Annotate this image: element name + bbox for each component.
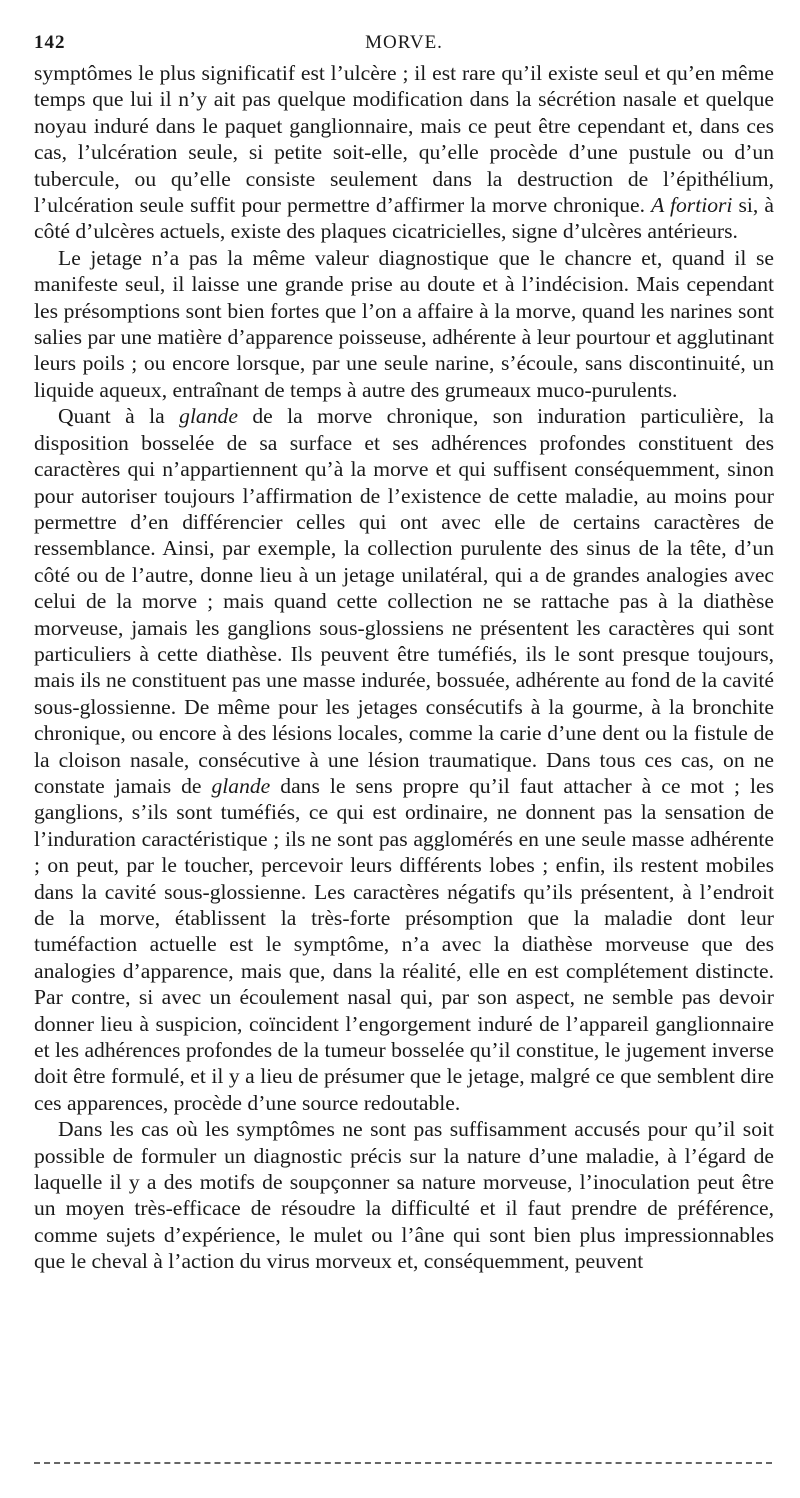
running-title: MORVE. bbox=[365, 32, 443, 53]
paragraph-glande bbox=[34, 403, 774, 1116]
italic-term: glande bbox=[211, 773, 271, 798]
paragraph-text: Dans les cas où les symptômes ne sont pas suffisamment accusés pour qu’il soit possible de formuler un diagnostic précis sur la nature d’une maladie, à l’égard de laquelle il y a des motifs de soupçonner sa nature morveuse, l’inoculation peut être un moyen très-efficace de résoudre la difficulté et il faut prendre de préférence, comme sujets d’expérience, le mulet ou l’âne qui sont bien plus impressionnables que le cheval à l’action du virus morveux et, conséquemment, peuvent bbox=[34, 1117, 774, 1274]
footer-rule bbox=[34, 1462, 772, 1464]
paragraph-text: si, à côté d’ulcères actuels, existe des plaques cicatricielles, signe d’ulcères antérieurs. bbox=[34, 193, 775, 244]
paragraph-text: dans le sens propre qu’il faut attacher à ce mot ; les ganglions, s’ils sont tuméfiés, ce qui est ordinaire, ne donnent pas la sensation de l’induration caractéristique ; ils ne sont pas agglomérés en une seule masse adhérente ; on peut, par le toucher, percevoir leurs différents lobes ; enfin, ils restent mobiles dans la cavité sous-glossienne. Les caractères négatifs qu’ils présentent, à l’endroit de la morve, établissent la très-forte présomption que la maladie dont leur tuméfaction actuelle est le symptôme, n’a avec la diathèse morveuse que des analogies d’apparence, mais que, dans la réalité, elle en est complétement distincte. Par contre, si avec un écoulement nasal qui, par son aspect, ne semble pas devoir donner lieu à suspicion, coïncident l’engorgement induré de l’appareil ganglionnaire et les adhérences profondes de la tumeur bosselée qu’il constitue, le jugement inverse doit être formulé, et il y a lieu de présumer que le jetage, malgré ce que semblent dire ces apparences, procède d’une source redoutable. bbox=[34, 773, 774, 1115]
italic-phrase: A fortiori bbox=[651, 193, 733, 218]
paragraph-inoculation bbox=[34, 1116, 774, 1274]
paragraph-ulcere bbox=[34, 60, 774, 245]
page-number: 142 bbox=[34, 32, 66, 53]
paragraph-jetage bbox=[34, 245, 774, 403]
paragraph-text: de la morve chronique, son induration particulière, la disposition bosselée de sa surface et ses adhérences profondes constituent des caractères qui n’appartiennent qu’à la morve et qui suffisent conséquemment, sinon pour autoriser toujours l’affirmation de l’existence de cette maladie, au moins pour permettre d’en différencier celles qui ont avec elle de certains caractères de ressemblance. Ainsi, par exemple, la collection purulente des sinus de la tête, d’un côté ou de l’autre, donne lieu à un jetage unilatéral, qui a de grandes analogies avec celui de la morve ; mais quand cette collection ne se rattache pas à la diathèse morveuse, jamais les ganglions sous-glossiens ne présentent les caractères qui sont particuliers à cette diathèse. Ils peuvent être tuméfiés, ils le sont presque toujours, mais ils ne constituent pas une masse indurée, bossuée, adhérente au fond de la cavité sous-glossienne. De même pour les jetages consécutifs à la gourme, à la bronchite chronique, ou encore à des lésions locales, comme la carie d’une dent ou la fistule de la cloison nasale, consécutive à une lésion traumatique. Dans tous ces cas, on ne constate jamais de bbox=[34, 404, 775, 798]
running-head bbox=[34, 28, 774, 60]
paragraph-text: symptômes le plus significatif est l’ulcère ; il est rare qu’il existe seul et qu’en même temps que lui il n’y ait pas quelque modification dans la sécrétion nasale et quelque noyau induré dans le paquet ganglionnaire, mais ce peut être cependant et, dans ces cas, l’ulcération seule, si petite soit-elle, qu’elle procède d’une pustule ou d’un tubercule, ou qu’elle consiste seulement dans la destruction de l’épithélium, l’ulcération seule suffit pour permettre d’affirmer la morve chronique. bbox=[34, 61, 774, 218]
paragraph-text: Le jetage n’a pas la même valeur diagnostique que le chancre et, quand il se manifeste seul, il laisse une grande prise au doute et à l’indécision. Mais cependant les présomptions sont bien fortes que l’on a affaire à la morve, quand les narines sont salies par une matière d’apparence poisseuse, adhérente à leur pourtour et agglutinant leurs poils ; ou encore lorsque, par une seule narine, s’écoule, sans discontinuité, un liquide aqueux, entraînant de temps à autre des grumeaux muco-purulents. bbox=[34, 245, 774, 402]
body-text bbox=[34, 60, 774, 1275]
italic-term: glande bbox=[179, 404, 238, 429]
paragraph-text: Quant à la bbox=[58, 404, 180, 429]
book-page bbox=[34, 28, 774, 1275]
